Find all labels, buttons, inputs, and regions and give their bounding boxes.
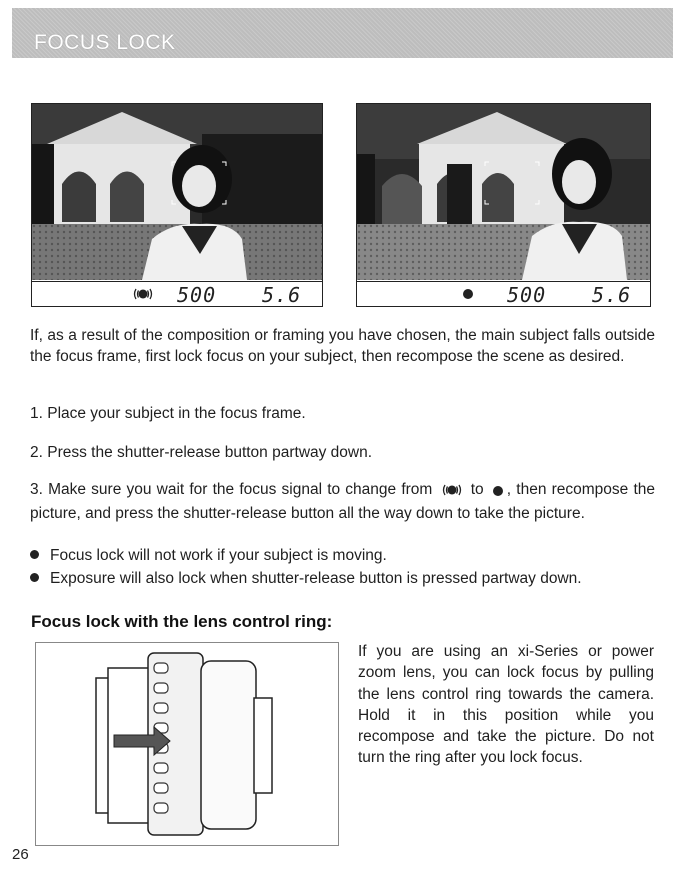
focus-signal-solid-icon — [492, 482, 504, 503]
lens-drawing — [36, 643, 338, 845]
scene-illustration-right — [357, 104, 650, 280]
step-3 — [30, 479, 655, 524]
step-3-part2: to — [470, 481, 484, 498]
bullet-item — [30, 545, 655, 566]
subheading: Focus lock with the lens control ring: — [31, 612, 333, 631]
focus-signal-blinking-icon — [132, 287, 154, 301]
section-header — [12, 8, 673, 58]
viewfinder-display-right — [357, 281, 650, 306]
shutter-speed-readout: 500 — [507, 283, 547, 307]
aperture-readout: 5.6 — [592, 283, 632, 307]
lens-illustration — [35, 642, 339, 846]
bullet-text: Focus lock will not work if your subject is moving. — [50, 547, 387, 564]
bullet-text: Exposure will also lock when shutter-release button is pressed partway down. — [50, 570, 582, 587]
focus-signal-solid-icon — [462, 288, 474, 300]
bullet-icon — [30, 573, 39, 582]
viewfinder-display-left — [32, 281, 322, 306]
aperture-readout: 5.6 — [262, 283, 302, 307]
step-1: 1. Place your subject in the focus frame. — [30, 405, 306, 422]
page-number: 26 — [12, 846, 29, 863]
scene-illustration-left — [32, 104, 322, 280]
section-title: FOCUS LOCK — [34, 31, 176, 54]
viewfinder-photo-right — [356, 103, 651, 307]
lens-ring-paragraph: If you are using an xi-Series or power zoom lens, you can lock focus by pulling the lens control ring towards the camera. Hold it in this position while you recompose and take the picture. Do not turn the ring after you lock focus. — [358, 643, 654, 767]
intro-paragraph: If, as a result of the composition or framing you have chosen, the main subject falls outside the focus frame, first lock focus on your subject, then recompose the scene as desired. — [30, 327, 655, 365]
bullet-item — [30, 568, 655, 589]
focus-signal-blinking-icon — [441, 482, 463, 503]
shutter-speed-readout: 500 — [177, 283, 217, 307]
bullet-icon — [30, 550, 39, 559]
step-3-part3: , then recompose the picture, and press the shutter-release button all the way down to take the picture. — [30, 481, 655, 522]
viewfinder-photo-left — [31, 103, 323, 307]
step-3-part1: 3. Make sure you wait for the focus signal to change from — [30, 481, 433, 498]
step-2: 2. Press the shutter-release button partway down. — [30, 444, 373, 461]
